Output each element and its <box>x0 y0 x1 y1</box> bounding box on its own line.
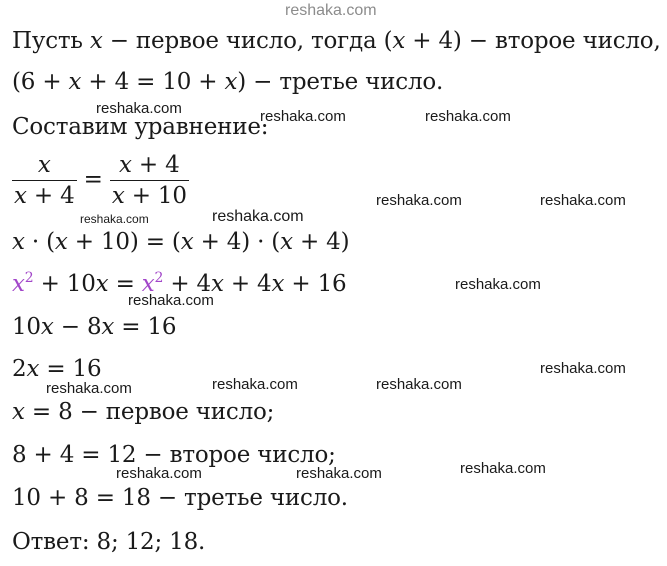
text-line-8: 2x = 16 <box>12 356 102 382</box>
highlighted-x-squared: $x^2$ <box>141 270 164 297</box>
watermark: reshaka.com <box>80 212 149 226</box>
watermark: reshaka.com <box>96 100 182 117</box>
watermark: reshaka.com <box>212 376 298 393</box>
watermark: reshaka.com <box>540 192 626 209</box>
watermark: reshaka.com <box>212 208 304 225</box>
right-denominator: x + 10 <box>111 183 187 209</box>
text-line-1: Пусть x − первое число, тогда (x + 4) − второе число, <box>12 28 661 54</box>
watermark: reshaka.com <box>425 108 511 125</box>
watermark: reshaka.com <box>540 360 626 377</box>
watermark: reshaka.com <box>260 108 346 125</box>
watermark: reshaka.com <box>376 376 462 393</box>
equals-sign: = <box>76 166 110 193</box>
text-line-6: $x^2 + 10x = x^2 + 4x + 4x + 16$ <box>12 270 347 297</box>
watermark: reshaka.com <box>455 276 541 293</box>
var-x: x <box>224 69 238 95</box>
text-line-10: 8 + 4 = 12 − второе число; <box>12 442 336 468</box>
watermark: reshaka.com <box>460 460 546 477</box>
watermark: reshaka.com <box>376 192 462 209</box>
watermark: reshaka.com <box>46 380 132 397</box>
text-line-3: Составим уравнение: <box>12 114 269 140</box>
watermark: reshaka.com <box>128 292 214 309</box>
text-line-5: x · (x + 10) = (x + 4) · (x + 4) <box>12 229 350 255</box>
watermark-top: reshaka.com <box>285 2 377 19</box>
highlighted-x-squared: $x^2$ <box>12 270 34 297</box>
left-numerator: x <box>37 152 51 178</box>
left-denominator: x + 4 <box>14 183 75 209</box>
var-x: x <box>392 28 406 54</box>
watermark: reshaka.com <box>296 465 382 482</box>
watermark: reshaka.com <box>116 465 202 482</box>
right-fraction <box>110 150 189 211</box>
text-line-11: 10 + 8 = 18 − третье число. <box>12 485 348 511</box>
left-fraction <box>12 150 77 211</box>
text-line-7: 10x − 8x = 16 <box>12 314 177 340</box>
text-line-9: x = 8 − первое число; <box>12 399 275 425</box>
answer-line: Ответ: 8; 12; 18. <box>12 529 206 555</box>
right-numerator: x + 4 <box>119 152 180 178</box>
var-x: x <box>68 69 82 95</box>
var-x: x <box>89 28 103 54</box>
text-line-2: (6 + x + 4 = 10 + x) − третье число. <box>12 69 444 95</box>
fraction-equation <box>12 150 189 211</box>
